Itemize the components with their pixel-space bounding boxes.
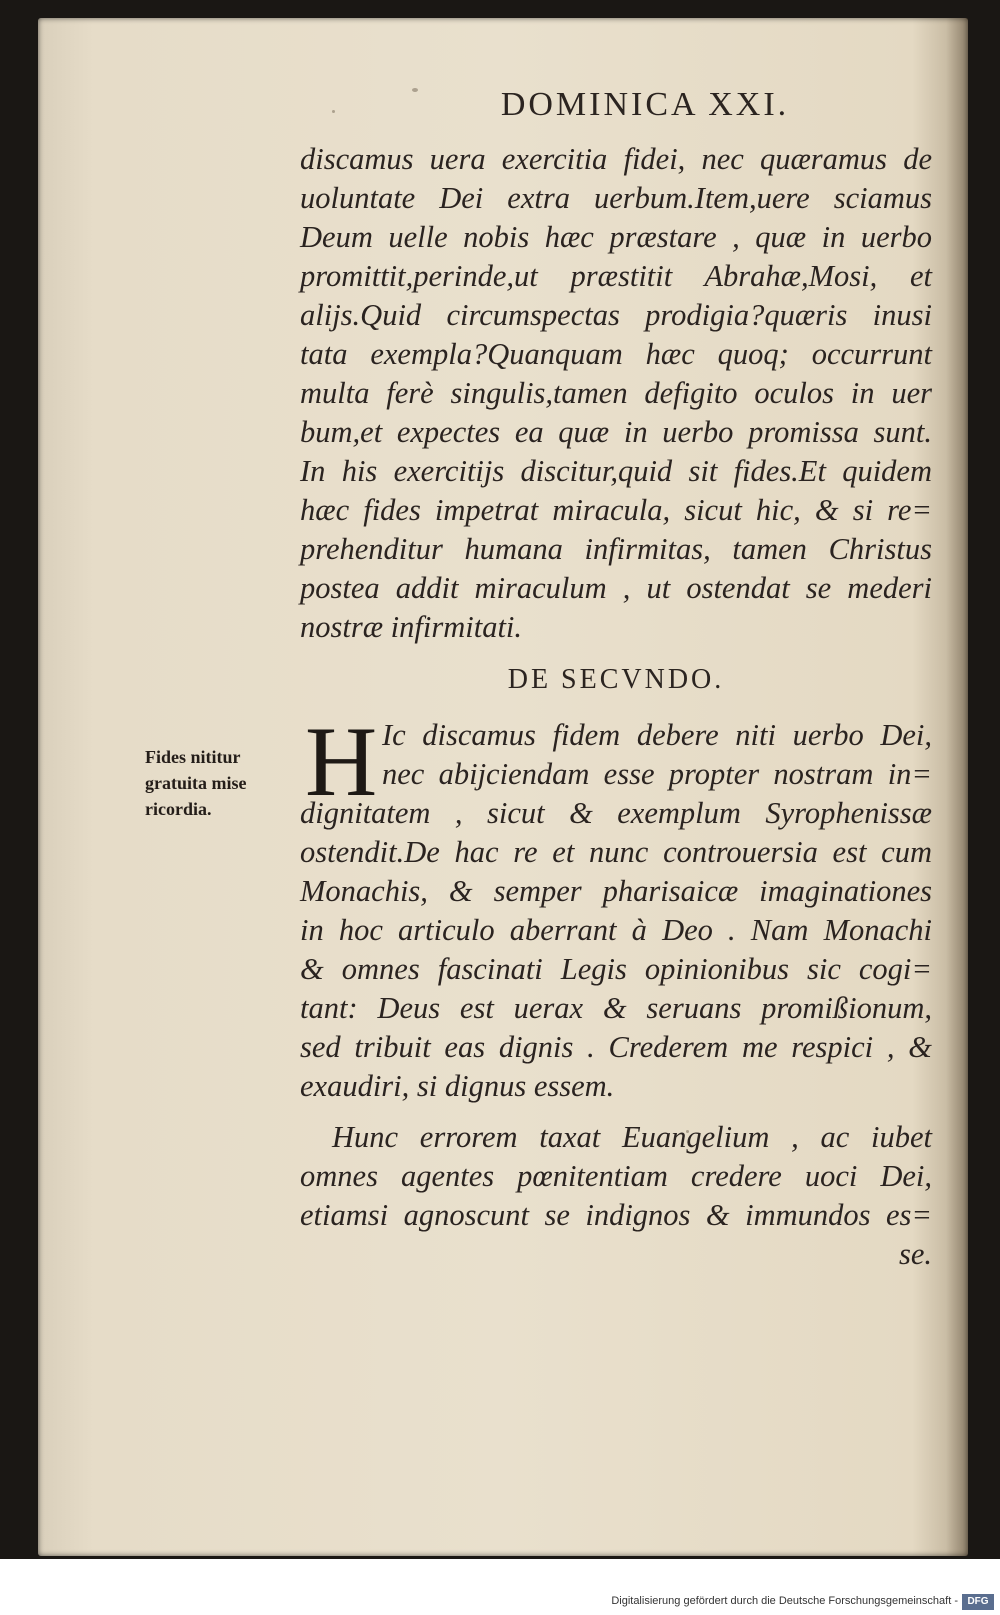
footer-bar: [0, 1559, 1000, 1615]
text-line: sed tribuit eas dignis . Crederem me respici , &: [300, 1030, 932, 1064]
text-line: Deum uelle nobis hæc præstare , quæ in uerbo: [300, 220, 932, 254]
text-line: discamus uera exercitia fidei, nec quæramus de: [300, 142, 932, 176]
text-line: postea addit miraculum , ut ostendat se mederi: [300, 571, 932, 605]
text-line: prehenditur humana infirmitas, tamen Christus: [300, 532, 932, 566]
text-line: in hoc articulo aberrant à Deo . Nam Monachi: [300, 913, 932, 947]
text-line: nec abijciendam esse propter nostram in=: [382, 757, 932, 791]
text-line: dignitatem , sicut & exemplum Syrophenissæ: [300, 796, 932, 830]
paragraph-3: [300, 1118, 932, 1274]
text-line: alijs.Quid circumspectas prodigia?quæris inusi: [300, 298, 932, 332]
marginal-note: [145, 744, 295, 822]
paper-speck: [412, 88, 418, 92]
text-line: multa ferè singulis,tamen defigito oculos in uer: [300, 376, 932, 410]
text-line: tant: Deus est uerax & seruans promißionum,: [300, 991, 932, 1025]
drop-cap: H: [305, 706, 378, 817]
text-line: uoluntate Dei extra uerbum.Item,uere sciamus: [300, 181, 932, 215]
text-line: hæc fides impetrat miracula, sicut hic, & si re=: [300, 493, 932, 527]
marginal-note-line: ricordia.: [145, 799, 212, 819]
running-title: DOMINICA XXI.: [500, 86, 790, 123]
text-line: promittit,perinde,ut præstitit Abrahæ,Mosi, et: [300, 259, 932, 293]
text-line: Monachis, & semper pharisaicæ imaginationes: [300, 874, 932, 908]
digitization-credit: Digitalisierung gefördert durch die Deutsche Forschungsgemeinschaft -: [611, 1595, 958, 1607]
marginal-note-line: gratuita mise: [145, 773, 247, 793]
paragraph-1: [300, 140, 932, 647]
text-line: omnes agentes pœnitentiam credere uoci Dei,: [300, 1159, 932, 1193]
marginal-note-line: Fides nititur: [145, 747, 241, 767]
text-line: etiamsi agnoscunt se indignos & immundos es=: [300, 1198, 932, 1232]
text-line: nostræ infirmitati.: [300, 610, 523, 644]
text-line: In his exercitijs discitur,quid sit fides.Et quidem: [300, 454, 932, 488]
text-line: Hunc errorem taxat Euangelium , ac iubet: [332, 1120, 932, 1154]
paper-speck: [332, 110, 335, 113]
paragraph-2: [300, 706, 932, 1106]
text-line: bum,et expectes ea quæ in uerbo promissa sunt.: [300, 415, 932, 449]
text-line: & omnes fascinati Legis opinionibus sic cogi=: [300, 952, 932, 986]
dfg-logo: DFG: [962, 1594, 994, 1610]
text-line: tata exempla?Quanquam hæc quoq; occurrunt: [300, 337, 932, 371]
text-line: ostendit.De hac re et nunc controuersia est cum: [300, 835, 932, 869]
text-line: Ic discamus fidem debere niti uerbo Dei,: [382, 718, 932, 752]
text-line: se.: [898, 1237, 932, 1271]
text-line: exaudiri, si dignus essem.: [300, 1069, 615, 1103]
page-edge-shadow: [946, 18, 968, 1556]
section-heading: DE SECVNDO.: [507, 664, 725, 695]
